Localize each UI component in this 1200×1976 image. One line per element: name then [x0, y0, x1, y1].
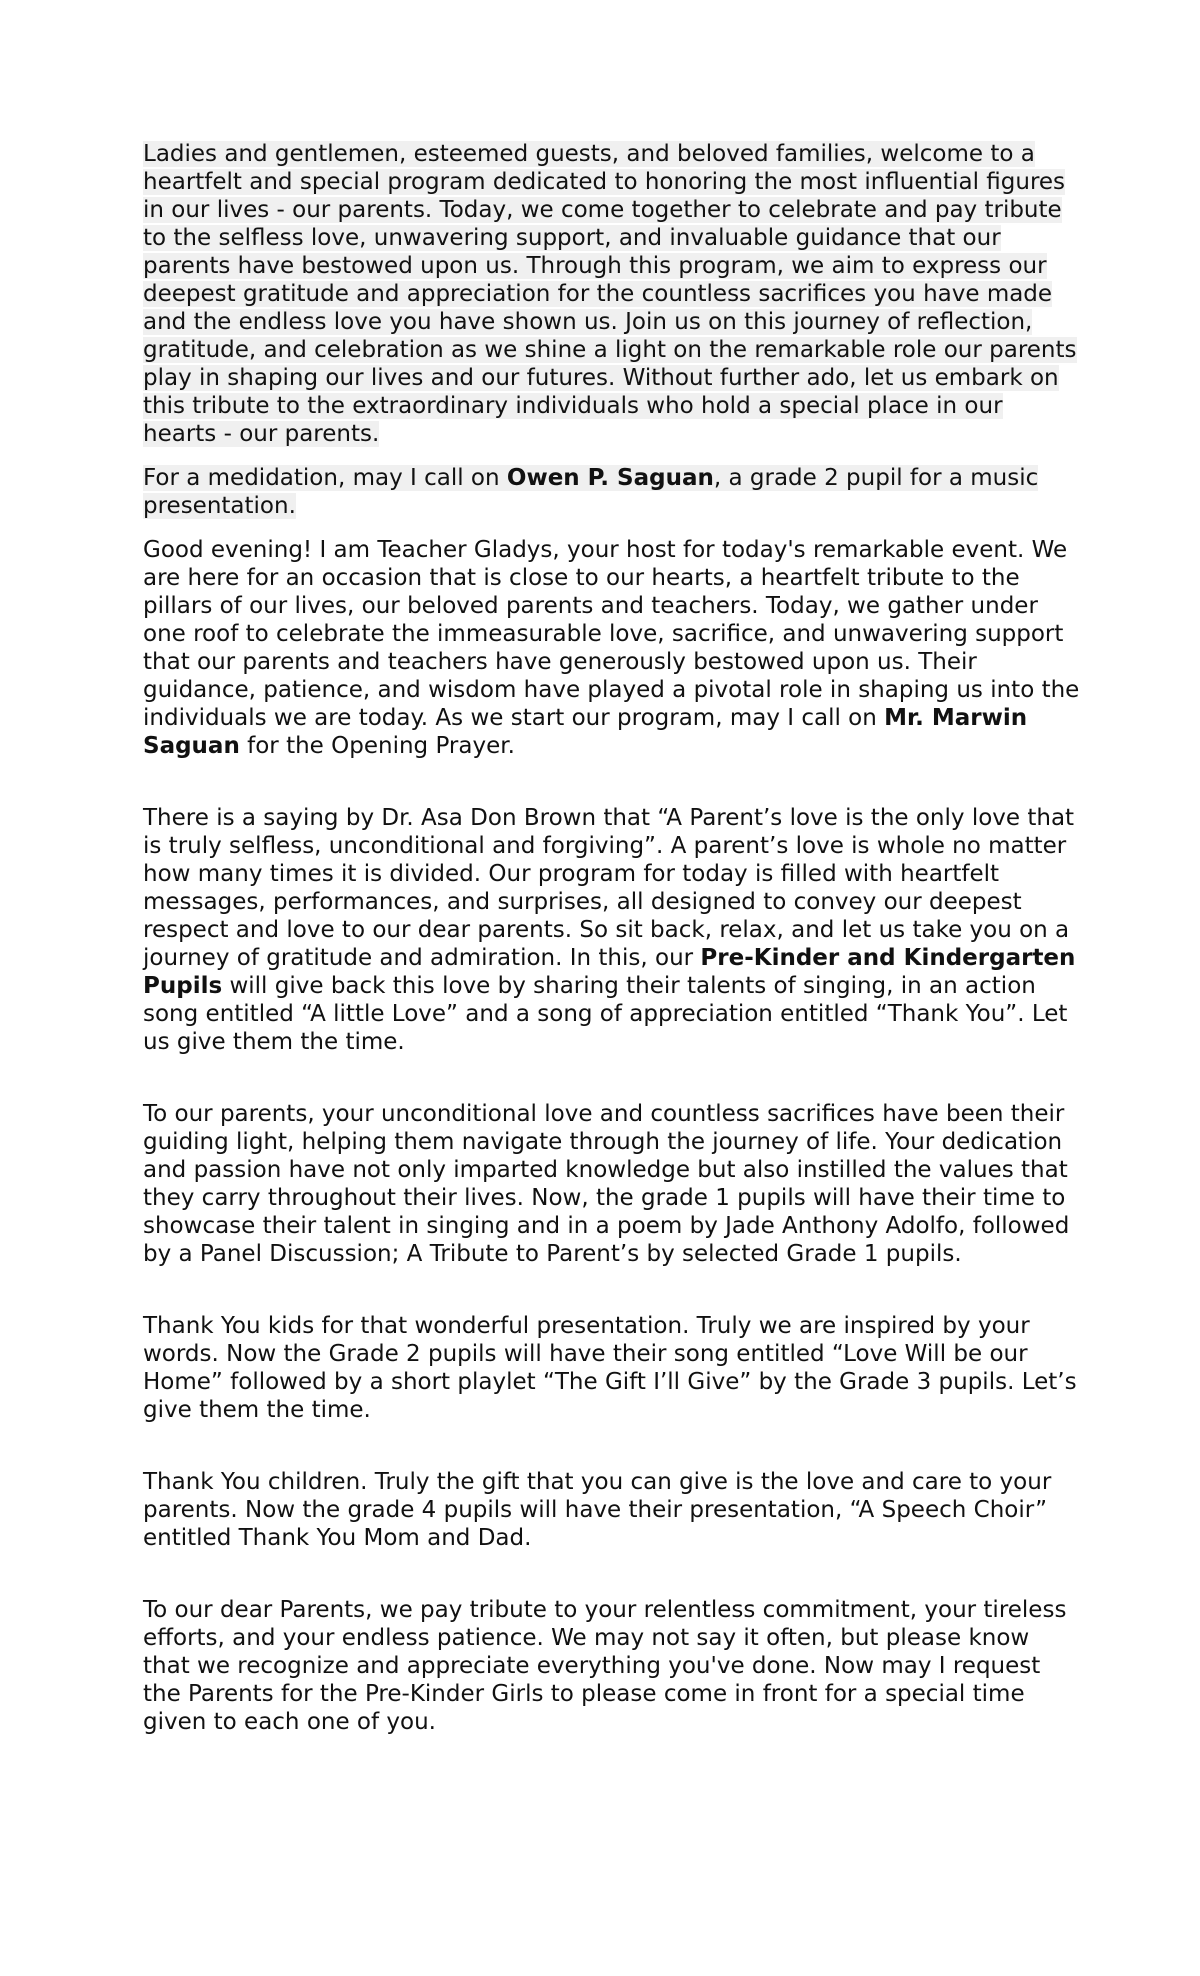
grade2-grade3-text: Thank You kids for that wonderful presentation. Truly we are inspired by your words. Now the Grade 2 pupils will have their song entitled “Love Will be our Home” followed by a short playlet “The Gift I’ll Give” by the Grade 3 pupils. Let’s give them the time. [143, 1313, 1077, 1423]
grade4-text: Thank You children. Truly the gift that you can give is the love and care to your parents. Now the grade 4 pupils will have their presentation, “A Speech Choir” entitled Thank You Mom and Dad. [143, 1469, 1052, 1551]
quote-text-2: will give back this love by sharing their talents of singing, in an action song entitled “A little Love” and a song of appreciation entitled “Thank You”. Let us give them the time. [143, 973, 1068, 1055]
paragraph-grade4 [143, 1468, 1083, 1552]
paragraph-parents-tribute [143, 1596, 1083, 1736]
host-greeting-text-2: for the Opening Prayer. [239, 733, 515, 759]
document-body [143, 140, 1083, 1752]
welcome-text: Ladies and gentlemen, esteemed guests, and beloved families, welcome to a heartfelt and special program dedicated to honoring the most influential figures in our lives - our parents. Today, we come together to celebrate and pay tribute to the selfless love, unwavering support, and invaluable guidance that our parents have bestowed upon us. Through this program, we aim to express our deepest gratitude and appreciation for the countless sacrifices you have made and the endless love you have shown us. Join us on this journey of reflection, gratitude, and celebration as we shine a light on the remarkable role our parents play in shaping our lives and our futures. Without further ado, let us embark on this tribute to the extraordinary individuals who hold a special place in our hearts - our parents. [143, 141, 1077, 447]
prayer-leader-name: Mr. Marwin Saguan [143, 705, 1028, 759]
paragraph-grade1 [143, 1100, 1083, 1268]
quote-text-1: There is a saying by Dr. Asa Don Brown that “A Parent’s love is the only love that is truly selfless, unconditional and forgiving”. A parent’s love is whole no matter how many times it is divided. Our program for today is filled with heartfelt messages, performances, and surprises, all designed to convey our deepest respect and love to our dear parents. So sit back, relax, and let us take you on a journey of gratitude and admiration. In this, our [143, 805, 1075, 971]
grade1-text: To our parents, your unconditional love and countless sacrifices have been their guiding light, helping them navigate through the journey of life. Your dedication and passion have not only imparted knowledge but also instilled the values that they carry throughout their lives. Now, the grade 1 pupils will have their time to showcase their talent in singing and in a poem by Jade Anthony Adolfo, followed by a Panel Discussion; A Tribute to Parent’s by selected Grade 1 pupils. [143, 1101, 1070, 1267]
meditation-text [143, 465, 1038, 519]
meditation-text-1: For a medidation, may I call on [143, 465, 507, 491]
performer-name: Owen P. Saguan [506, 465, 714, 491]
paragraph-parent-love-quote [143, 804, 1083, 1056]
paragraph-host-greeting [143, 536, 1083, 760]
prekinder-kindergarten-pupils: Pre-Kinder and Kindergarten Pupils [143, 945, 1076, 999]
paragraph-welcome [143, 140, 1083, 448]
host-greeting-text-1: Good evening! I am Teacher Gladys, your host for today's remarkable event. We are here for an occasion that is close to our hearts, a heartfelt tribute to the pillars of our lives, our beloved parents and teachers. Today, we gather under one roof to celebrate the immeasurable love, sacrifice, and unwavering support that our parents and teachers have generously bestowed upon us. Their guidance, patience, and wisdom have played a pivotal role in shaping us into the individuals we are today. As we start our program, may I call on [143, 537, 1080, 731]
paragraph-grade2-grade3 [143, 1312, 1083, 1424]
paragraph-meditation [143, 464, 1083, 520]
parents-tribute-text: To our dear Parents, we pay tribute to your relentless commitment, your tireless efforts, and your endless patience. We may not say it often, but please know that we recognize and appreciate everything you've done. Now may I request the Parents for the Pre-Kinder Girls to please come in front for a special time given to each one of you. [143, 1597, 1067, 1735]
meditation-text-2: , a grade 2 pupil for a music presentation. [143, 465, 1039, 519]
